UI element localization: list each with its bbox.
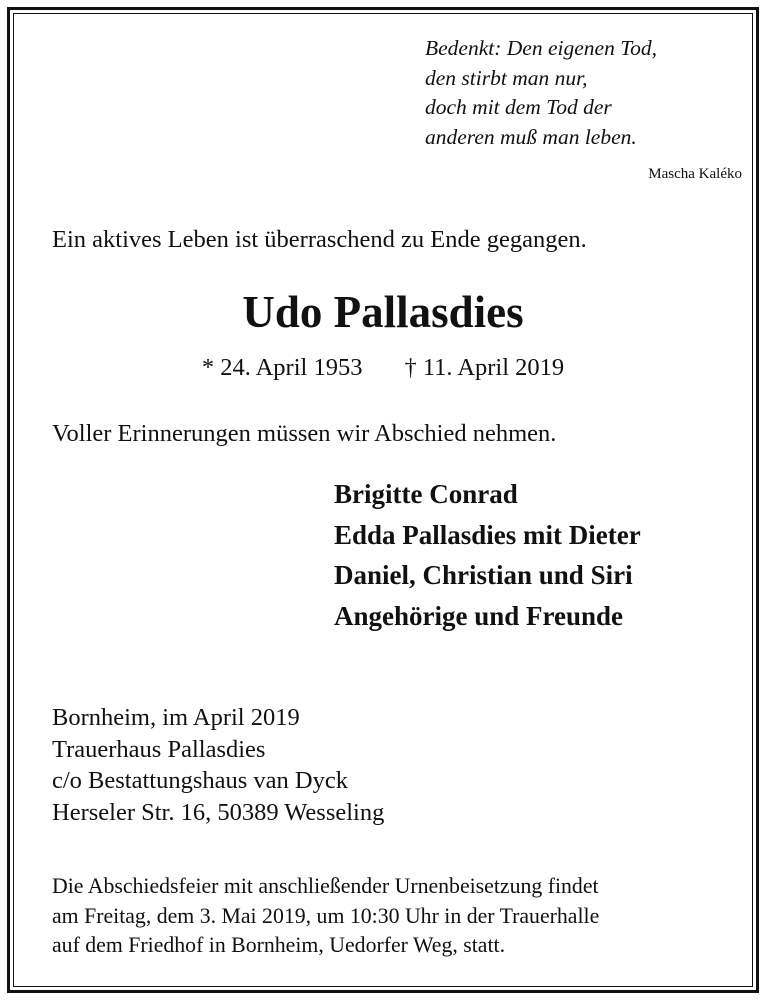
poem-line: anderen muß man leben. [425,124,637,149]
ceremony-line: am Freitag, dem 3. Mai 2019, um 10:30 Uhr in der Trauerhalle [52,903,600,928]
mourner-name: Edda Pallasdies mit Dieter [334,519,641,550]
birth-date: * 24. April 1953 [201,354,363,381]
poem-line: Bedenkt: Den eigenen Tod, [425,36,658,60]
poem-quote [425,34,657,152]
poem-line: doch mit dem Tod der [425,95,612,119]
poem-line: den stirbt man nur, [425,65,588,90]
mourning-address [52,702,384,828]
ceremony-notice [52,872,599,961]
intro-text: Ein aktives Leben ist überraschend zu Ende gegangen. [52,226,587,253]
care-of-line: c/o Bestattungshaus van Dyck [52,767,348,794]
ceremony-line: auf dem Friedhof in Bornheim, Uedorfer Weg, statt. [52,933,506,957]
mourning-house: Trauerhaus Pallasdies [52,735,266,763]
street-address: Herseler Str. 16, 50389 Wesseling [52,798,385,826]
life-dates [0,352,766,384]
mourner-name: Daniel, Christian und Siri [334,560,633,590]
death-date: † 11. April 2019 [404,354,565,381]
mourner-name: Angehörige und Freunde [334,600,624,631]
place-date: Bornheim, im April 2019 [52,704,300,731]
farewell-text: Voller Erinnerungen müssen wir Abschied nehmen. [52,420,557,447]
ceremony-line: Die Abschiedsfeier mit anschließender Urnenbeisetzung findet [52,874,599,898]
poem-author: Mascha Kaléko [648,166,742,182]
mourner-name: Brigitte Conrad [334,479,518,509]
mourners-list [334,474,641,636]
deceased-name: Udo Pallasdies [242,287,524,337]
